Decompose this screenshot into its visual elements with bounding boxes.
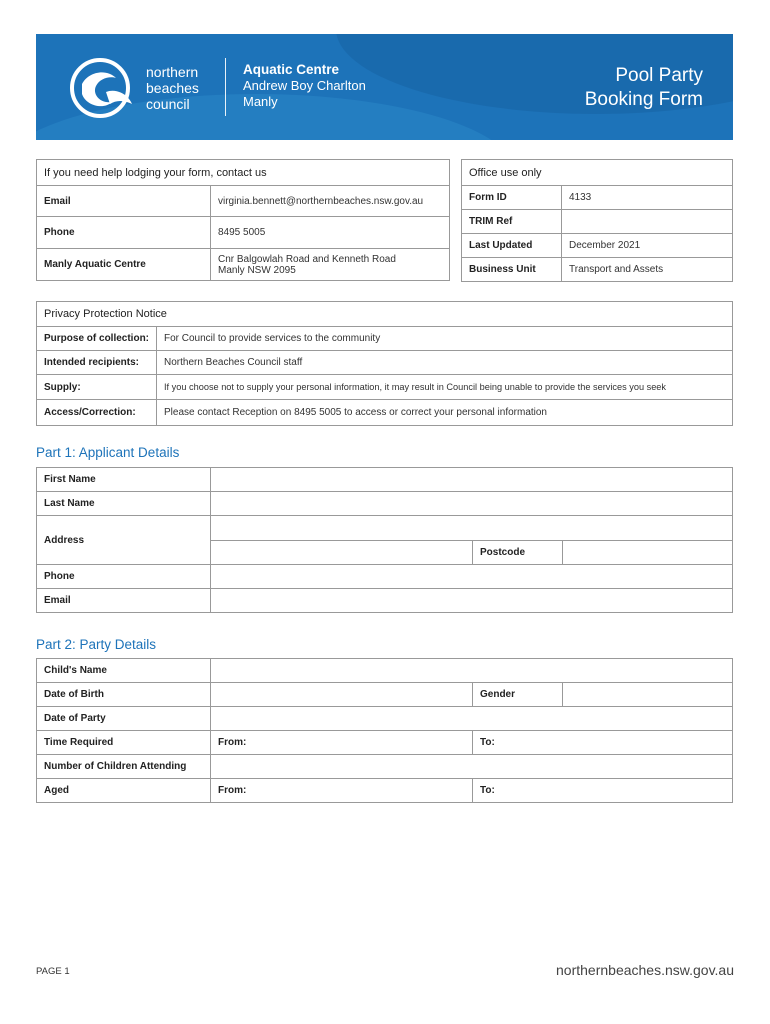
phone-field[interactable] xyxy=(211,565,733,589)
council-name xyxy=(146,64,199,112)
help-contact-table xyxy=(36,159,450,281)
gender-field[interactable] xyxy=(563,683,733,707)
aged-to-field[interactable]: To: xyxy=(473,779,733,803)
help-address-line: Cnr Balgowlah Road and Kenneth Road xyxy=(218,253,396,265)
form-title-line: Booking Form xyxy=(584,89,703,110)
logo-divider xyxy=(225,58,226,116)
help-email-value[interactable]: virginia.bennett@northernbeaches.nsw.gov.au xyxy=(211,186,450,217)
help-address-label: Manly Aquatic Centre xyxy=(37,249,211,281)
first-name-field[interactable] xyxy=(211,468,733,492)
date-of-party-label: Date of Party xyxy=(37,707,211,731)
office-trim-value[interactable] xyxy=(562,210,733,234)
time-from-field[interactable]: From: xyxy=(211,731,473,755)
address-field-line1[interactable] xyxy=(211,516,733,541)
office-updated-value: December 2021 xyxy=(562,234,733,258)
number-children-label: Number of Children Attending xyxy=(37,755,211,779)
first-name-label: First Name xyxy=(37,468,211,492)
office-trim-label: TRIM Ref xyxy=(462,210,562,234)
email-field[interactable] xyxy=(211,589,733,613)
office-unit-label: Business Unit xyxy=(462,258,562,282)
address-label: Address xyxy=(37,516,211,565)
time-required-label: Time Required xyxy=(37,731,211,755)
centre-name-line: Manly xyxy=(243,94,278,109)
privacy-label: Supply: xyxy=(37,375,157,400)
privacy-value: Northern Beaches Council staff xyxy=(157,351,733,375)
email-label: Email xyxy=(37,589,211,613)
childs-name-field[interactable] xyxy=(211,659,733,683)
part2-title: Part 2: Party Details xyxy=(36,637,157,652)
header-banner xyxy=(36,34,733,140)
dob-label: Date of Birth xyxy=(37,683,211,707)
page-number: PAGE 1 xyxy=(36,966,70,977)
aged-label: Aged xyxy=(37,779,211,803)
office-form-id-value: 4133 xyxy=(562,186,733,210)
privacy-heading: Privacy Protection Notice xyxy=(37,302,733,327)
address-field-line2[interactable] xyxy=(211,541,473,565)
time-to-field[interactable]: To: xyxy=(473,731,733,755)
form-title xyxy=(585,64,703,112)
last-name-field[interactable] xyxy=(211,492,733,516)
council-name-line: northern xyxy=(146,64,199,80)
help-email-label: Email xyxy=(37,186,211,217)
number-children-field[interactable] xyxy=(211,755,733,779)
help-address-value xyxy=(211,249,450,281)
postcode-label: Postcode xyxy=(473,541,563,565)
last-name-label: Last Name xyxy=(37,492,211,516)
postcode-field[interactable] xyxy=(563,541,733,565)
privacy-label: Intended recipients: xyxy=(37,351,157,375)
dob-field[interactable] xyxy=(211,683,473,707)
council-name-line: council xyxy=(146,96,190,112)
council-logo-icon xyxy=(66,54,138,122)
help-phone-value: 8495 5005 xyxy=(211,217,450,249)
privacy-label: Access/Correction: xyxy=(37,400,157,426)
council-name-line: beaches xyxy=(146,80,199,96)
privacy-value: Please contact Reception on 8495 5005 to access or correct your personal information xyxy=(157,400,733,426)
privacy-value: If you choose not to supply your personal information, it may result in Council being unable to provide the services you seek xyxy=(157,375,733,400)
centre-name-line: Andrew Boy Charlton xyxy=(243,78,366,93)
centre-name xyxy=(243,62,366,110)
office-updated-label: Last Updated xyxy=(462,234,562,258)
centre-name-line: Aquatic Centre xyxy=(243,62,340,77)
privacy-label: Purpose of collection: xyxy=(37,327,157,351)
party-details-table xyxy=(36,658,733,803)
office-heading: Office use only xyxy=(462,160,733,186)
part1-title: Part 1: Applicant Details xyxy=(36,445,180,460)
privacy-value: For Council to provide services to the community xyxy=(157,327,733,351)
help-heading: If you need help lodging your form, contact us xyxy=(37,160,450,186)
childs-name-label: Child's Name xyxy=(37,659,211,683)
form-title-line: Pool Party xyxy=(615,65,703,86)
privacy-notice-table xyxy=(36,301,733,426)
help-address-line: Manly NSW 2095 xyxy=(218,264,296,276)
gender-label: Gender xyxy=(473,683,563,707)
phone-label: Phone xyxy=(37,565,211,589)
help-phone-label: Phone xyxy=(37,217,211,249)
footer-url[interactable]: northernbeaches.nsw.gov.au xyxy=(556,962,734,978)
aged-from-field[interactable]: From: xyxy=(211,779,473,803)
date-of-party-field[interactable] xyxy=(211,707,733,731)
office-form-id-label: Form ID xyxy=(462,186,562,210)
applicant-details-table xyxy=(36,467,733,613)
office-use-table xyxy=(461,159,733,282)
office-unit-value: Transport and Assets xyxy=(562,258,733,282)
